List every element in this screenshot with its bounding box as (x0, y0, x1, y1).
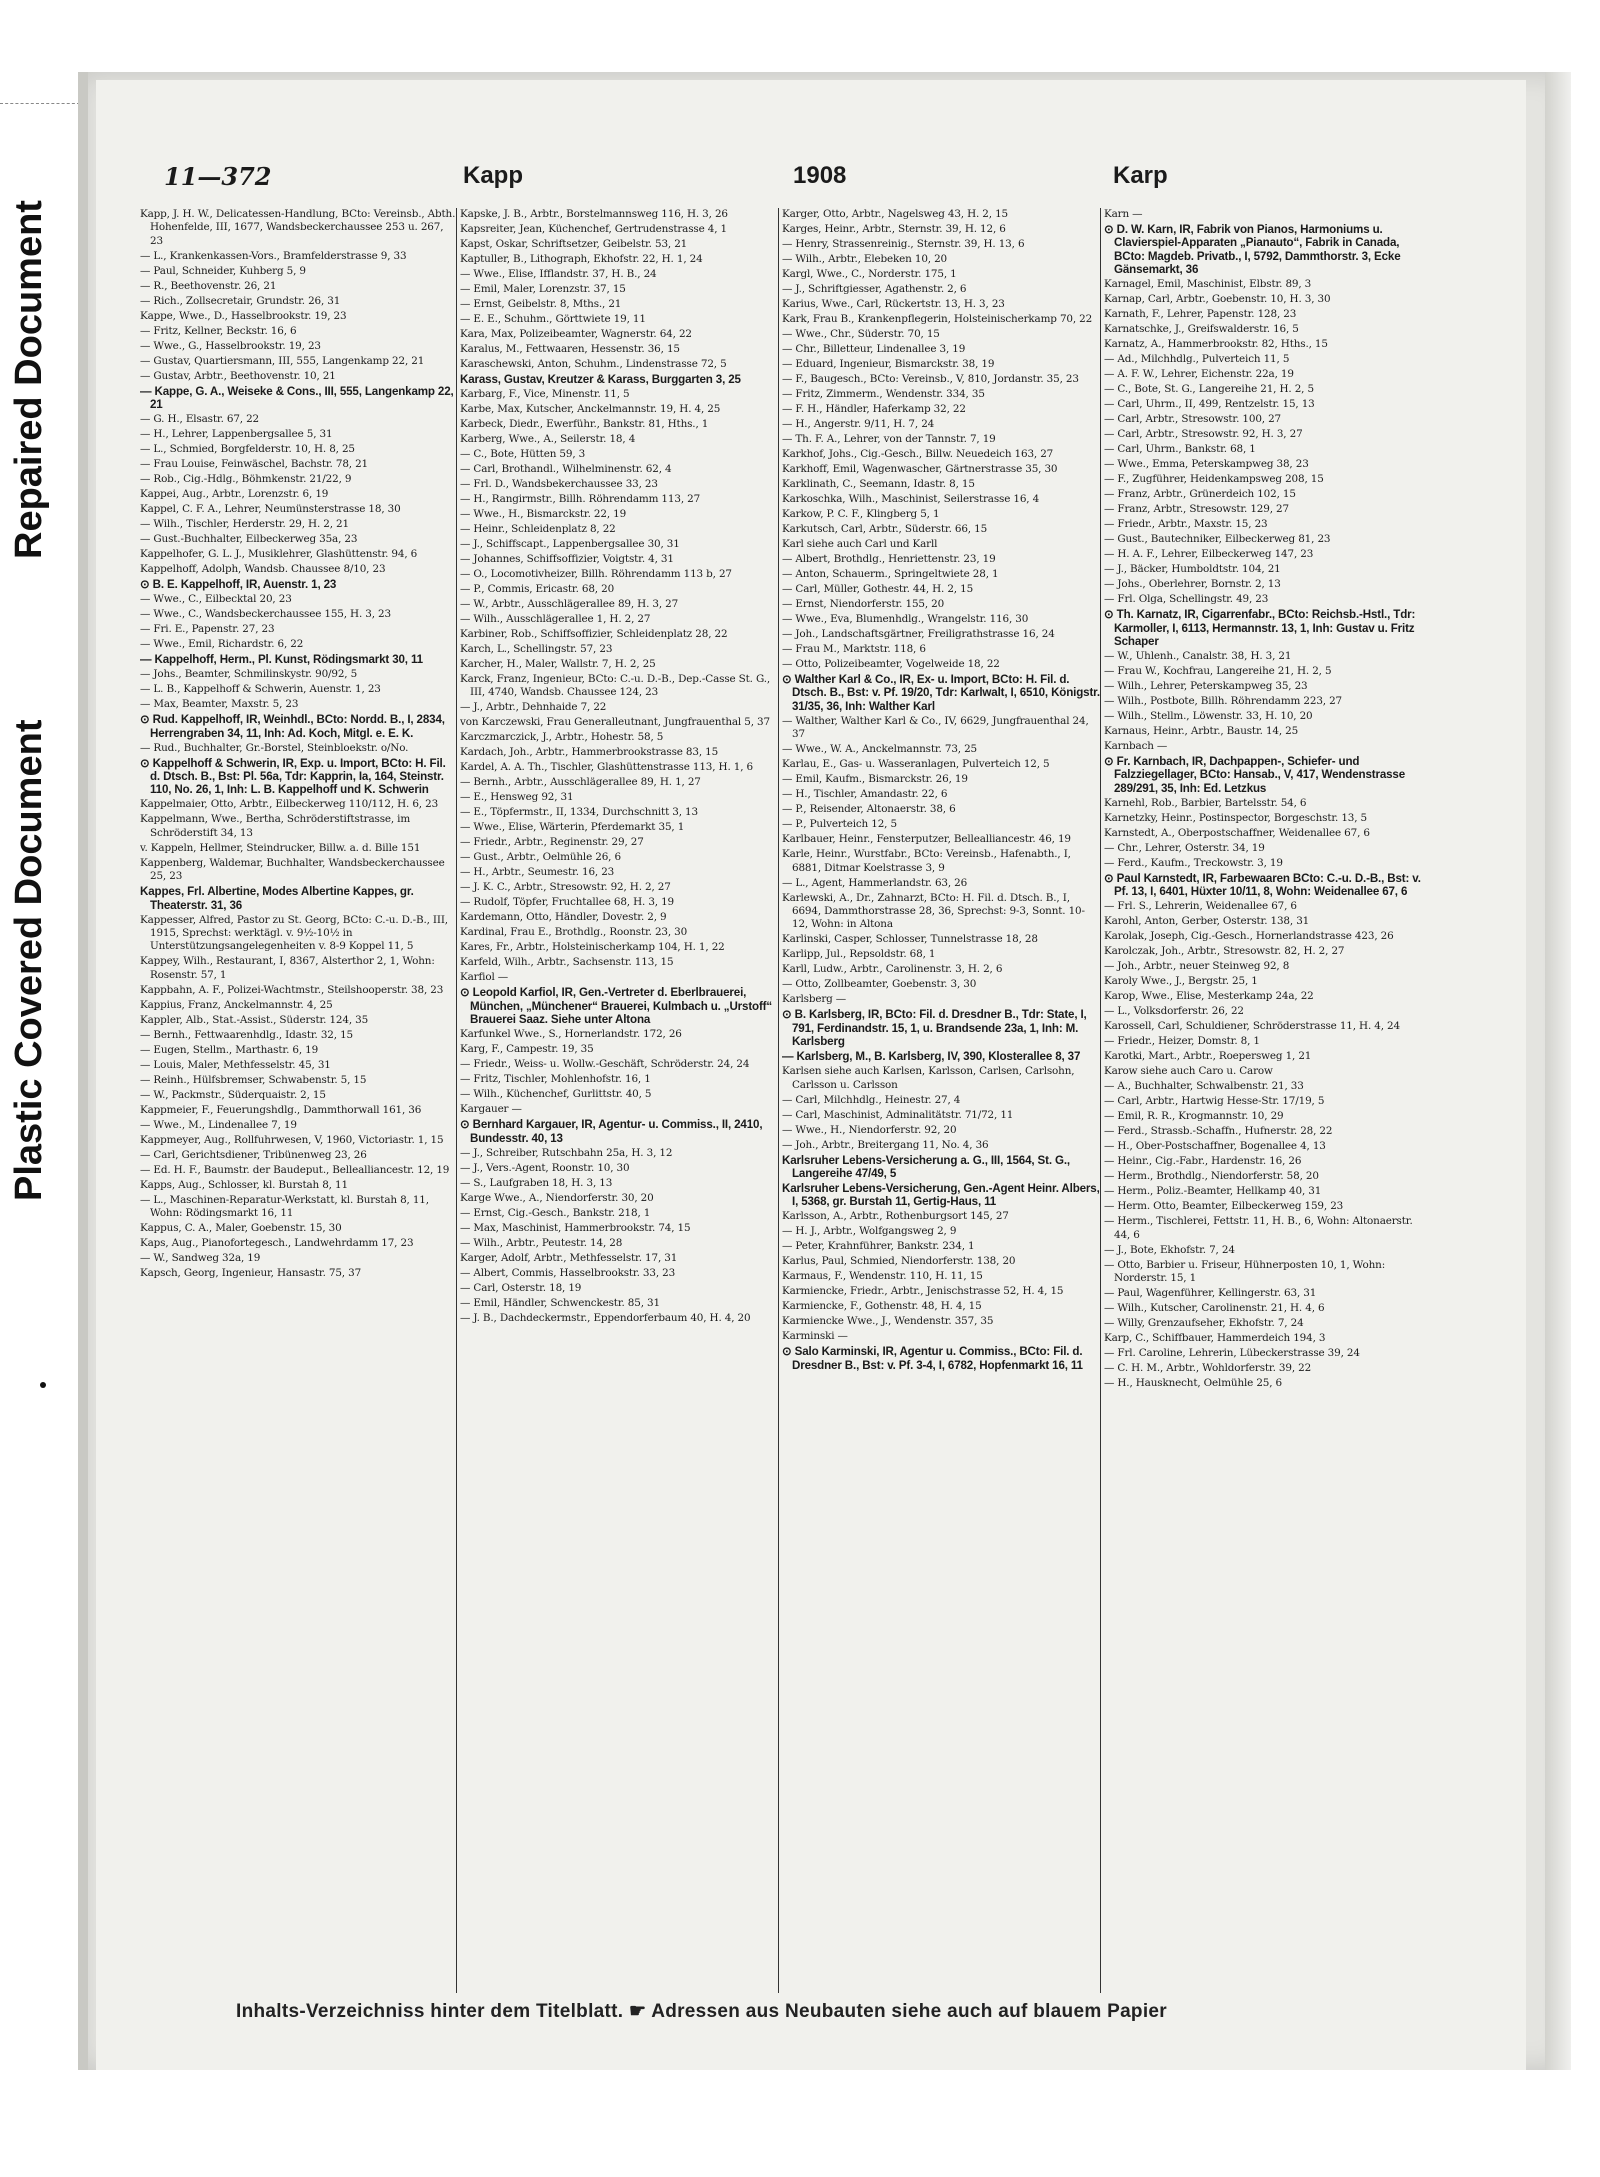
directory-entry: Kark, Frau B., Krankenpflegerin, Holsteinischerkamp 70, 22 (782, 313, 1093, 325)
directory-entry: — Franz, Arbtr., Stresowstr. 129, 27 (1104, 503, 1289, 516)
directory-entry: Karle, Heinr., Wurstfabr., BCto: Vereinsb., Hafenabth., I, 6881, Ditmar Koelstrasse 3, 9 (782, 848, 1071, 874)
directory-entry: Kappenberg, Waldemar, Buchhalter, Wandsbeckerchaussee 25, 23 (140, 856, 445, 883)
directory-entry: Karow siehe auch Caro u. Carow (1104, 1065, 1273, 1078)
directory-entry: Karossell, Carl, Schuldiener, Schröderstrasse 11, H. 4, 24 (1104, 1020, 1400, 1033)
directory-entry: — Eugen, Stellm., Marthastr. 6, 19 (140, 1043, 319, 1056)
footer-text (236, 2000, 1167, 2023)
dashed-margin-line (0, 103, 80, 104)
directory-entry: Kappe, Wwe., D., Hasselbrookstr. 19, 23 (140, 309, 347, 322)
directory-entry: — Fritz, Tischler, Mohlenhofstr. 16, 1 (460, 1073, 651, 1086)
directory-entry: — Eduard, Ingenieur, Bismarckstr. 38, 19 (782, 358, 995, 370)
directory-entry: — H., Hausknecht, Oelmühle 25, 6 (1104, 1377, 1283, 1390)
directory-entry: — S., Laufgraben 18, H. 3, 13 (460, 1176, 613, 1189)
directory-entry: Kardemann, Otto, Händler, Dovestr. 2, 9 (460, 911, 667, 924)
directory-entry: — W., Uhlenh., Canalstr. 38, H. 3, 21 (1104, 650, 1292, 663)
directory-column-4 (1104, 208, 1422, 1993)
directory-entry: Kardel, A. A. Th., Tischler, Glashüttenstrasse 113, H. 1, 6 (460, 761, 754, 774)
directory-entry: ⊙ B. Karlsberg, IR, BCto: Fil. d. Dresdner B., Tdr: State, I, 791, Ferdinandstr. 15, 1, u. Brandsende 23a, 1, Inh: M. Karlsberg (782, 1008, 1087, 1049)
directory-entry: — Johs., Oberlehrer, Bornstr. 2, 13 (1104, 578, 1281, 591)
directory-entry: Karohl, Anton, Gerber, Osterstr. 138, 31 (1104, 915, 1310, 928)
directory-entry: Karmaus, F., Wendenstr. 110, H. 11, 15 (782, 1270, 983, 1283)
directory-entry: — J., Arbtr., Dehnhaide 7, 22 (460, 701, 607, 714)
directory-entry: — Paul, Wagenführer, Kellingerstr. 63, 31 (1104, 1287, 1317, 1300)
directory-entry: Kappelhoff, Adolph, Wandsb. Chaussee 8/10, 23 (140, 563, 386, 576)
directory-entry: — Bernh., Fettwaarenhdlg., Idastr. 32, 15 (140, 1028, 353, 1041)
directory-entry: — Anton, Schauerm., Springeltwiete 28, 1 (782, 568, 999, 580)
directory-entry: — Carl, Brothandl., Wilhelminenstr. 62, 4 (460, 463, 672, 475)
directory-entry: Kappes, Frl. Albertine, Modes Albertine Kappes, gr. Theaterstr. 31, 36 (140, 885, 414, 912)
header-year: 1908 (793, 162, 847, 189)
directory-entry: — Emil, Kaufm., Bismarckstr. 26, 19 (782, 773, 968, 786)
directory-entry: Karfunkel Wwe., S., Hornerlandstr. 172, 26 (460, 1028, 682, 1041)
directory-entry: — Carl, Arbtr., Stresowstr. 100, 27 (1104, 413, 1282, 426)
directory-entry: Karll, Ludw., Arbtr., Carolinenstr. 3, H. 2, 6 (782, 963, 1003, 976)
directory-entry: — Wwe., C., Wandsbeckerchaussee 155, H. 3, 23 (140, 608, 391, 621)
directory-entry: — Herm., Poliz.-Beamter, Hellkamp 40, 31 (1104, 1185, 1322, 1198)
directory-entry: — Wwe., H., Niendorferstr. 92, 20 (782, 1123, 957, 1136)
directory-entry: Karalus, M., Fettwaaren, Hessenstr. 36, 15 (460, 343, 680, 355)
directory-entry: Karolczak, Joh., Arbtr., Stresowstr. 82, H. 2, 27 (1104, 945, 1345, 958)
directory-entry: — H. A. F., Lehrer, Eilbeckerweg 147, 23 (1104, 548, 1314, 561)
directory-entry: — Ernst, Geibelstr. 8, Mths., 21 (460, 298, 622, 310)
directory-column-3 (782, 208, 1100, 1993)
directory-entry: Karnaus, Heinr., Arbtr., Baustr. 14, 25 (1104, 725, 1299, 738)
directory-entry: Kardinal, Frau E., Brothdlg., Roonstr. 23, 30 (460, 926, 688, 939)
directory-entry: — Paul, Schneider, Kuhberg 5, 9 (140, 264, 306, 277)
directory-column-1 (140, 208, 458, 1993)
directory-entry: — Willy, Grenzaufseher, Ekhofstr. 7, 24 (1104, 1317, 1304, 1330)
directory-entry: Karass, Gustav, Kreutzer & Karass, Burggarten 3, 25 (460, 373, 741, 386)
directory-entry: — Wilh., Kutscher, Carolinenstr. 21, H. 4, 6 (1104, 1302, 1325, 1315)
directory-entry: — Wwe., Chr., Süderstr. 70, 15 (782, 328, 940, 340)
directory-entry: Karlewski, A., Dr., Zahnarzt, BCto: H. Fil. d. Dtsch. B., I, 6694, Dammthorstrasse 28, 36, Sprechst: 9-3, Sonnt. 10-12, Wohn: in Altona (782, 891, 1085, 931)
directory-entry: Karbeck, Diedr., Ewerführ., Bankstr. 81, Hths., 1 (460, 418, 709, 430)
directory-entry: — Ernst, Niendorferstr. 155, 20 (782, 598, 945, 610)
directory-entry: Karkutsch, Carl, Arbtr., Süderstr. 66, 15 (782, 523, 988, 535)
directory-entry: — Emil, Maler, Lorenzstr. 37, 15 (460, 283, 626, 295)
directory-entry: — Frl. D., Wandsbekerchaussee 33, 23 (460, 478, 658, 490)
directory-entry: — Otto, Barbier u. Friseur, Hühnerposten 10, 1, Wohn: Norderstr. 15, 1 (1104, 1258, 1386, 1285)
directory-entry: Karl siehe auch Carl und Karll (782, 538, 938, 550)
directory-entry: — L., Krankenkassen-Vors., Bramfelderstrasse 9, 33 (140, 249, 407, 262)
directory-entry: — W., Arbtr., Ausschlägerallee 89, H. 3, 27 (460, 598, 679, 610)
directory-entry: Karlsen siehe auch Karlsen, Karlsson, Carlsen, Carlsohn, Carlsson u. Carlsson (782, 1065, 1075, 1091)
directory-entry: — F., Zugführer, Heidenkampsweg 208, 15 (1104, 473, 1324, 486)
directory-entry: — E., Hensweg 92, 31 (460, 791, 574, 804)
directory-entry: ⊙ Rud. Kappelhoff, IR, Weinhdl., BCto: Nordd. B., I, 2834, Herrengraben 34, 11, Inh: Ad. Koch, Mitgl. e. E. K. (140, 713, 445, 740)
page-header (140, 162, 1430, 202)
directory-entry: Karck, Franz, Ingenieur, BCto: C.-u. D.-B., Dep.-Casse St. G., III, 4740, Wandsb. Chaussee 124, 23 (460, 673, 771, 699)
directory-entry: — Carl, Müller, Gothestr. 44, H. 2, 15 (782, 583, 974, 595)
directory-entry: — H., Lehrer, Lappenbergsallee 5, 31 (140, 428, 333, 441)
directory-entry: — Frl. S., Lehrerin, Weidenallee 67, 6 (1104, 900, 1297, 913)
directory-entry: — W., Packmstr., Süderquaistr. 2, 15 (140, 1088, 326, 1101)
directory-entry: — Wwe., H., Bismarckstr. 22, 19 (460, 508, 627, 520)
pointing-hand-icon: ☛ (628, 2001, 647, 2022)
directory-entry: — E., Töpfermstr., II, 1334, Durchschnitt 3, 13 (460, 806, 698, 819)
directory-entry: — J. B., Dachdeckermstr., Eppendorferbaum 40, H. 4, 20 (460, 1311, 751, 1324)
directory-entry: — Fritz, Zimmerm., Wendenstr. 334, 35 (782, 388, 985, 400)
directory-entry: Karlsson, A., Arbtr., Rothenburgsort 145, 27 (782, 1210, 1009, 1223)
directory-entry: v. Kappeln, Hellmer, Steindrucker, Billw. a. d. Bille 151 (140, 841, 421, 854)
footer-new-buildings-note: Adressen aus Neubauten siehe auch auf blauem Papier (651, 2001, 1167, 2022)
directory-entry: Karkow, P. C. F., Klingberg 5, 1 (782, 508, 940, 520)
directory-entry: Karbarg, F., Vice, Minenstr. 11, 5 (460, 388, 630, 400)
directory-entry: — Ed. H. F., Baumstr. der Baudeput., Bellealliancestr. 12, 19 (140, 1163, 450, 1176)
directory-entry: — Herm. Otto, Beamter, Eilbeckerweg 159, 23 (1104, 1200, 1344, 1213)
directory-column-2 (460, 208, 778, 1993)
directory-entry: Karlsruher Lebens-Versicherung, Gen.-Agent Heinr. Albers, I, 5368, gr. Burstah 11, Gertig-Haus, 11 (782, 1182, 1100, 1209)
directory-entry: Kappel, C. F. A., Lehrer, Neumünsterstrasse 18, 30 (140, 503, 401, 516)
margin-dot (40, 1382, 46, 1388)
directory-entry: — Walther, Walther Karl & Co., IV, 6629, Jungfrauenthal 24, 37 (782, 714, 1089, 741)
directory-entry: — Joh., Arbtr., Breitergang 11, No. 4, 36 (782, 1138, 989, 1151)
directory-entry: ⊙ B. E. Kappelhoff, IR, Auenstr. 1, 23 (140, 578, 337, 592)
directory-entry: Karkhof, Johs., Cig.-Gesch., Billw. Neuedeich 163, 27 (782, 448, 1054, 460)
directory-entry: Kappei, Aug., Arbtr., Lorenzstr. 6, 19 (140, 488, 329, 501)
directory-entry: ⊙ Th. Karnatz, IR, Cigarrenfabr., BCto: Reichsb.-Hstl., Tdr: Karmoller, I, 6113, Hermannstr. 13, 1, Inh: Gustav u. Fritz Schaper (1104, 608, 1416, 649)
directory-entry: Kappesser, Alfred, Pastor zu St. Georg, BCto: C.-u. D.-B., III, 1915, Sprechst: werktägl. v. 9½-10½ in Unterstützungsangelegenheiten v. 8-9 Koppel 11, 5 (140, 913, 448, 953)
directory-entry: — J., Schriftgiesser, Agathenstr. 2, 6 (782, 283, 967, 295)
directory-entry: — C., Bote, St. G., Langereihe 21, H. 2, 5 (1104, 383, 1314, 396)
directory-entry: — Frau M., Marktstr. 118, 6 (782, 643, 926, 655)
directory-entry: — Frau W., Kochfrau, Langereihe 21, H. 2, 5 (1104, 665, 1332, 678)
directory-entry: Karnstedt, A., Oberpostschaffner, Weidenallee 67, 6 (1104, 826, 1370, 839)
directory-entry: — Carl, Uhrm., Bankstr. 68, 1 (1104, 443, 1256, 456)
directory-entry: — L., Maschinen-Reparatur-Werkstatt, kl. Burstah 8, 11, Wohn: Rödingsmarkt 16, 11 (140, 1193, 429, 1220)
directory-entry: — Rudolf, Töpfer, Fruchtallee 68, H. 3, 19 (460, 896, 675, 909)
directory-entry: — Wwe., Emma, Peterskampweg 38, 23 (1104, 458, 1309, 471)
column-rule (778, 208, 779, 1993)
directory-entry: Kara, Max, Polizeibeamter, Wagnerstr. 64, 22 (460, 328, 692, 340)
directory-entry: Kapps, Aug., Schlosser, kl. Burstah 8, 11 (140, 1178, 348, 1191)
directory-entry: — Wwe., G., Hasselbrookstr. 19, 23 (140, 339, 321, 352)
directory-entry: Karnbach — (1104, 740, 1168, 753)
directory-entry: Kapst, Oskar, Schriftsetzer, Geibelstr. 53, 21 (460, 238, 688, 250)
directory-entry: — Bernh., Arbtr., Ausschlägerallee 89, H. 1, 27 (460, 776, 701, 789)
directory-entry: — Wwe., Eva, Blumenhdlg., Wrangelstr. 116, 30 (782, 613, 1029, 625)
directory-entry: ⊙ Walther Karl & Co., IR, Ex- u. Import, BCto: H. Fil. d. Dtsch. B., Bst: v. Pf. 19/20, Tdr: Karlwalt, I, 6510, Königstr. 31/35, 36, Inh: Walther Karl (782, 673, 1100, 713)
directory-entry: — Carl, Maschinist, Adminalitätstr. 71/72, 11 (782, 1108, 1014, 1121)
directory-entry: — L., Volksdorferstr. 26, 22 (1104, 1005, 1244, 1018)
directory-entry: ⊙ Kappelhoff & Schwerin, IR, Exp. u. Import, BCto: H. Fil. d. Dtsch. B., Bst: Pl. 56a, Tdr: Kapprin, Ia, 164, Steinstr. 110, No. 26, 1, Inh: L. B. Kappelhoff und K. Schwerin (140, 756, 446, 797)
directory-entry: Karberg, Wwe., A., Seilerstr. 18, 4 (460, 433, 636, 445)
directory-entry: — Otto, Polizeibeamter, Vogelweide 18, 22 (782, 658, 1000, 670)
directory-entry: Kappler, Alb., Stat.-Assist., Süderstr. 124, 35 (140, 1013, 369, 1026)
directory-entry: Karmiencke, F., Gothenstr. 48, H. 4, 15 (782, 1300, 982, 1313)
footer-index-note: Inhalts-Verzeichniss hinter dem Titelblatt. (236, 2001, 624, 2022)
directory-entry: — H., Rangirmstr., Billh. Röhrendamm 113, 27 (460, 493, 701, 505)
directory-entry: — Kappelhoff, Herm., Pl. Kunst, Rödingsmarkt 30, 11 (140, 653, 423, 667)
directory-entry: — J., Schiffscapt., Lappenbergsallee 30, 31 (460, 538, 680, 550)
directory-entry: — G. H., Elsastr. 67, 22 (140, 413, 260, 426)
directory-entry: ⊙ Salo Karminski, IR, Agentur u. Commiss., BCto: Fil. d. Dresdner B., Bst: v. Pf. 3-4, I, 6782, Hopfenmarkt 16, 11 (782, 1345, 1083, 1372)
directory-entry: — Emil, R. R., Krogmannstr. 10, 29 (1104, 1110, 1284, 1123)
directory-entry: — Karlsberg, M., B. Karlsberg, IV, 390, Klosterallee 8, 37 (782, 1050, 1081, 1064)
directory-entry: — Ernst, Cig.-Gesch., Bankstr. 218, 1 (460, 1206, 651, 1219)
directory-entry: — Albert, Commis, Hasselbrookstr. 33, 23 (460, 1266, 676, 1279)
directory-entry: Karklinath, C., Seemann, Idastr. 8, 15 (782, 478, 975, 490)
header-first-word: Kapp (463, 162, 523, 189)
header-last-word: Karp (1113, 162, 1168, 189)
directory-entry: — L., Agent, Hammerlandstr. 63, 26 (782, 876, 968, 889)
directory-entry: Karbiner, Rob., Schiffsoffizier, Schleidenplatz 28, 22 (460, 628, 728, 640)
directory-entry: Karges, Heinr., Arbtr., Sternstr. 39, H. 12, 6 (782, 223, 1006, 235)
directory-entry: — Chr., Lehrer, Osterstr. 34, 19 (1104, 841, 1265, 854)
directory-entry: — Wilh., Küchenchef, Gurlittstr. 40, 5 (460, 1088, 652, 1101)
directory-entry: — Friedr., Arbtr., Reginenstr. 29, 27 (460, 836, 644, 849)
directory-entry: — Max, Beamter, Maxstr. 5, 23 (140, 698, 299, 711)
directory-page (96, 80, 1526, 2070)
directory-entry: — Friedr., Heizer, Domstr. 8, 1 (1104, 1035, 1260, 1048)
directory-entry: Karlbauer, Heinr., Fensterputzer, Bellealliancestr. 46, 19 (782, 833, 1071, 846)
directory-entry: Karmiencke Wwe., J., Wendenstr. 357, 35 (782, 1315, 994, 1328)
directory-entry: — Frl. Olga, Schellingstr. 49, 23 (1104, 593, 1269, 606)
directory-entry: — H. J., Arbtr., Wolfgangsweg 2, 9 (782, 1225, 957, 1238)
directory-entry: — Carl, Osterstr. 18, 19 (460, 1281, 582, 1294)
directory-entry: — Herm., Tischlerei, Fettstr. 11, H. B., 6, Wohn: Altonaerstr. 44, 6 (1104, 1215, 1413, 1241)
directory-entry: — Wilh., Stellm., Löwenstr. 33, H. 10, 20 (1104, 710, 1313, 723)
directory-entry: — Wilh., Ausschlägerallee 1, H. 2, 27 (460, 613, 651, 625)
directory-entry: — Fritz, Kellner, Beckstr. 16, 6 (140, 324, 297, 337)
directory-entry: Karg, F., Campestr. 19, 35 (460, 1043, 594, 1056)
directory-entry: Kappelhofer, G. L. J., Musiklehrer, Glashüttenstr. 94, 6 (140, 548, 418, 561)
directory-entry: Kappus, C. A., Maler, Goebenstr. 15, 30 (140, 1222, 342, 1235)
directory-entry: — Frau Louise, Feinwäschel, Bachstr. 78, 21 (140, 458, 369, 471)
directory-entry: Karch, L., Schellingstr. 57, 23 (460, 643, 613, 655)
directory-entry: — Wwe., C., Eilbecktal 20, 23 (140, 593, 292, 606)
directory-entry: — Gust.-Buchhalter, Eilbeckerweg 35a, 23 (140, 533, 358, 546)
directory-entry: Karp, C., Schiffbauer, Hammerdeich 194, 3 (1104, 1332, 1326, 1345)
directory-entry: — Gustav, Quartiersmann, III, 555, Langenkamp 22, 21 (140, 354, 425, 367)
directory-entry: — Carl, Uhrm., II, 499, Rentzelstr. 15, 13 (1104, 398, 1315, 411)
page-footer (176, 2000, 1476, 2030)
directory-entry: — Ferd., Kaufm., Treckowstr. 3, 19 (1104, 856, 1283, 869)
directory-entry: — Gust., Arbtr., Oelmühle 26, 6 (460, 851, 621, 864)
directory-entry: Karaschewski, Anton, Schuhm., Lindenstrasse 72, 5 (460, 358, 727, 370)
directory-entry: Karmiencke, Friedr., Arbtr., Jenischstrasse 52, H. 4, 15 (782, 1285, 1064, 1298)
directory-entry: — L. B., Kappelhoff & Schwerin, Auenstr. 1, 23 (140, 683, 381, 696)
directory-entry: Karczmarczick, J., Arbtr., Hohestr. 58, 5 (460, 731, 664, 744)
directory-entry: — C., Bote, Hütten 59, 3 (460, 448, 586, 460)
page-number: 11—372 (164, 162, 272, 191)
directory-entry: — J., Schreiber, Rutschbahn 25a, H. 3, 12 (460, 1146, 673, 1159)
directory-entry: Karminski — (782, 1330, 848, 1343)
directory-entry: — Friedr., Weiss- u. Wollw.-Geschäft, Schröderstr. 24, 24 (460, 1058, 750, 1071)
directory-entry: Karnagel, Emil, Maschinist, Elbstr. 89, 3 (1104, 278, 1312, 291)
directory-entry: ⊙ Fr. Karnbach, IR, Dachpappen-, Schiefer- und Falzziegellager, BCto: Hansab., V, 417, Wendenstrasse 289/291, 35, Inh: Ed. Letzkus (1104, 755, 1406, 795)
directory-entry: Karnatz, A., Hammerbrookstr. 82, Hths., 15 (1104, 338, 1328, 351)
directory-entry: Kargauer — (460, 1103, 522, 1116)
directory-entry: Karlsberg — (782, 993, 847, 1006)
directory-entry: Karkoschka, Wilh., Maschinist, Seilerstrasse 16, 4 (782, 493, 1040, 505)
directory-entry: — Wilh., Postbote, Billh. Röhrendamm 223, 27 (1104, 695, 1343, 708)
directory-entry: Karlsruher Lebens-Versicherung a. G., III, 1564, St. G., Langereihe 47/49, 5 (782, 1153, 1070, 1181)
directory-entry: — Carl, Milchhdlg., Heinestr. 27, 4 (782, 1093, 961, 1106)
directory-entry: — Gustav, Arbtr., Beethovenstr. 10, 21 (140, 369, 336, 382)
sheet-edge (78, 72, 88, 2070)
directory-entry: Kardach, Joh., Arbtr., Hammerbrookstrasse 83, 15 (460, 746, 719, 759)
directory-entry: — Wilh., Arbtr., Elebeken 10, 20 (782, 253, 948, 265)
directory-entry: — Wilh., Arbtr., Peutestr. 14, 28 (460, 1236, 623, 1249)
directory-entry: Karius, Wwe., Carl, Rückertstr. 13, H. 3, 23 (782, 298, 1005, 310)
directory-entry: Kappbahn, A. F., Polizei-Wachtmstr., Steilshooperstr. 38, 23 (140, 983, 444, 996)
directory-entry: ⊙ Bernhard Kargauer, IR, Agentur- u. Commiss., II, 2410, Bundesstr. 40, 13 (460, 1118, 763, 1145)
directory-entry: Karlau, E., Gas- u. Wasseranlagen, Pulverteich 12, 5 (782, 758, 1050, 771)
directory-entry: — Heinr., Schleidenplatz 8, 22 (460, 523, 616, 535)
directory-entry: Kapske, J. B., Arbtr., Borstelmannsweg 116, H. 3, 26 (460, 208, 728, 220)
directory-entry: Kappey, Wilh., Restaurant, I, 8367, Alsterthor 2, 1, Wohn: Rosenstr. 57, 1 (140, 955, 435, 981)
directory-entry: Karcher, H., Maler, Wallstr. 7, H. 2, 25 (460, 658, 656, 670)
sheet-fold (1545, 72, 1571, 2070)
directory-entry: — Chr., Billetteur, Lindenallee 3, 19 (782, 343, 966, 355)
directory-entry: — Joh., Landschaftsgärtner, Freiligrathstrasse 16, 24 (782, 628, 1055, 640)
directory-entry: — Wwe., Elise, Ifflandstr. 37, H. B., 24 (460, 268, 657, 280)
directory-entry: — L., Schmied, Borgfelderstr. 10, H. 8, 25 (140, 443, 355, 456)
directory-entry: Karnap, Carl, Arbtr., Goebenstr. 10, H. 3, 30 (1104, 293, 1331, 306)
directory-entry: Kappmeyer, Aug., Rollfuhrwesen, V, 1960, Victoriastr. 1, 15 (140, 1133, 444, 1146)
directory-entry: Karotki, Mart., Arbtr., Roepersweg 1, 21 (1104, 1050, 1312, 1063)
directory-entry: — Frl. Caroline, Lehrerin, Lübeckerstrasse 39, 24 (1104, 1347, 1360, 1360)
directory-entry: Karolak, Joseph, Cig.-Gesch., Hornerlandstrasse 423, 26 (1104, 930, 1394, 943)
directory-entry: — H., Ober-Postschaffner, Bogenallee 4, 13 (1104, 1140, 1326, 1153)
directory-entry: Karbe, Max, Kutscher, Anckelmannstr. 19, H. 4, 25 (460, 403, 721, 415)
directory-entry: Karkhoff, Emil, Wagenwascher, Gärtnerstrasse 35, 30 (782, 463, 1058, 475)
directory-entry: ⊙ Leopold Karfiol, IR, Gen.-Vertreter d. Eberlbrauerei, München, „Münchener“ Brauerei, Kulmbach u. „Urstoff“ Brauerei Saaz. Siehe unter Altona (460, 986, 773, 1027)
directory-entry: — Rich., Zollsecretair, Grundstr. 26, 31 (140, 294, 341, 307)
directory-entry: — Wwe., Elise, Wärterin, Pferdemarkt 35, 1 (460, 821, 685, 834)
directory-entry: — O., Locomotivheizer, Billh. Röhrendamm 113 b, 27 (460, 568, 732, 580)
directory-entry: — H., Angerstr. 9/11, H. 7, 24 (782, 418, 935, 430)
directory-entry: — Albert, Brothdlg., Henriettenstr. 23, 19 (782, 553, 996, 565)
directory-entry: — F. H., Händler, Haferkamp 32, 22 (782, 403, 966, 415)
directory-entry: — Louis, Maler, Methfesselstr. 45, 31 (140, 1058, 331, 1071)
directory-entry: Karfeld, Wilh., Arbtr., Sachsenstr. 113, 15 (460, 956, 674, 969)
directory-entry: Kappmeier, F., Feuerungshdlg., Dammthorwall 161, 36 (140, 1103, 422, 1116)
directory-entry: Kaptuller, B., Lithograph, Ekhofstr. 22, H. 1, 24 (460, 253, 703, 265)
directory-entry: — J., Vers.-Agent, Roonstr. 10, 30 (460, 1161, 630, 1174)
directory-entry: — J., Bote, Ekhofstr. 7, 24 (1104, 1243, 1235, 1256)
directory-entry: — Carl, Gerichtsdiener, Tribünenweg 23, 26 (140, 1148, 367, 1161)
directory-entry: — Johannes, Schiffsoffizier, Voigtstr. 4, 31 (460, 553, 674, 565)
directory-entry: — Joh., Arbtr., neuer Steinweg 92, 8 (1104, 960, 1290, 973)
directory-entry: Karge Wwe., A., Niendorferstr. 30, 20 (460, 1191, 654, 1204)
directory-entry: Kares, Fr., Arbtr., Holsteinischerkamp 104, H. 1, 22 (460, 941, 725, 954)
directory-entry: Karnetzky, Heinr., Postinspector, Borgeschstr. 13, 5 (1104, 811, 1368, 824)
directory-entry: — Friedr., Arbtr., Maxstr. 15, 23 (1104, 518, 1268, 531)
directory-entry: Karger, Otto, Arbtr., Nagelsweg 43, H. 2, 15 (782, 208, 1008, 220)
directory-entry: — Peter, Krahnführer, Bankstr. 234, 1 (782, 1240, 975, 1253)
directory-entry: — E. E., Schuhm., Görttwiete 19, 11 (460, 313, 646, 325)
directory-entry: — Reinh., Hülfsbremser, Schwabenstr. 5, 15 (140, 1073, 367, 1086)
directory-entry: — P., Pulverteich 12, 5 (782, 818, 897, 831)
directory-entry: — H., Arbtr., Seumestr. 16, 23 (460, 866, 615, 879)
directory-entry: Kappius, Franz, Anckelmannstr. 4, 25 (140, 998, 333, 1011)
directory-entry: — H., Tischler, Amandastr. 22, 6 (782, 788, 948, 801)
directory-entry: Kaps, Aug., Pianofortegesch., Landwehrdamm 17, 23 (140, 1237, 414, 1250)
directory-entry: — Emil, Händler, Schwenckestr. 85, 31 (460, 1296, 660, 1309)
directory-entry: Karlinski, Casper, Schlosser, Tunnelstrasse 18, 28 (782, 933, 1038, 946)
directory-entry: — F., Baugesch., BCto: Vereinsb., V, 810, Jordanstr. 35, 23 (782, 373, 1079, 385)
directory-entry: Karfiol — (460, 971, 509, 984)
directory-entry: — R., Beethovenstr. 26, 21 (140, 279, 277, 292)
directory-entry: — Herm., Brothdlg., Niendorferstr. 58, 20 (1104, 1170, 1319, 1183)
directory-entry: — C. H. M., Arbtr., Wohldorferstr. 39, 22 (1104, 1362, 1312, 1375)
directory-entry: — Rob., Cig.-Hdlg., Böhmkenstr. 21/22, 9 (140, 473, 352, 486)
directory-entry: ⊙ Paul Karnstedt, IR, Farbewaaren BCto: C.-u. D.-B., Bst: v. Pf. 13, I, 6401, Hüxter 10/11, 8, Wohn: Weidenallee 67, 6 (1104, 871, 1421, 899)
directory-entry: Karop, Wwe., Elise, Mesterkamp 24a, 22 (1104, 990, 1314, 1003)
directory-entry: Karger, Adolf, Arbtr., Methfesselstr. 17, 31 (460, 1251, 678, 1264)
directory-entry: — Fri. E., Papenstr. 27, 23 (140, 623, 275, 636)
directory-entry: — A. F. W., Lehrer, Eichenstr. 22a, 19 (1104, 368, 1294, 381)
directory-entry: Kapsch, Georg, Ingenieur, Hansastr. 75, 37 (140, 1267, 362, 1280)
directory-entry: — Johs., Beamter, Schmilinskystr. 90/92, 5 (140, 668, 358, 681)
directory-entry: — Ad., Milchhdlg., Pulverteich 11, 5 (1104, 353, 1290, 366)
directory-entry: — P., Commis, Ericastr. 68, 20 (460, 583, 615, 595)
directory-entry: — Heinr., Cig.-Fabr., Hardenstr. 16, 26 (1104, 1155, 1302, 1168)
directory-entry: — Gust., Bautechniker, Eilbeckerweg 81, 23 (1104, 533, 1331, 546)
directory-entry: — Th. F. A., Lehrer, von der Tannstr. 7, 19 (782, 433, 996, 445)
directory-entry: — J. K. C., Arbtr., Stresowstr. 92, H. 2, 27 (460, 881, 671, 894)
directory-entry: — Carl, Arbtr., Hartwig Hesse-Str. 17/19, 5 (1104, 1095, 1325, 1108)
plastic-covered-document-label: Plastic Covered Document (8, 719, 50, 1201)
directory-entry: Kargl, Wwe., C., Norderstr. 175, 1 (782, 268, 957, 280)
directory-entry: Karnath, F., Lehrer, Papenstr. 128, 23 (1104, 308, 1297, 321)
directory-entry: Kapsreiter, Jean, Küchenchef, Gertrudenstrasse 4, 1 (460, 223, 727, 235)
directory-entry: — W., Sandweg 32a, 19 (140, 1252, 261, 1265)
directory-entry: — Otto, Zollbeamter, Goebenstr. 3, 30 (782, 978, 977, 991)
directory-entry: — Rud., Buchhalter, Gr.-Borstel, Steinbloekstr. o/No. (140, 741, 409, 754)
directory-entry: ⊙ D. W. Karn, IR, Fabrik von Pianos, Harmoniums u. Clavierspiel-Apparaten „Pianauto“, Fabrik in Canada, BCto: Magdeb. Privatb., I, 5792, Dammthorstr. 3, Ecke Gänsemarkt, 36 (1104, 223, 1401, 277)
scanned-sheet (78, 72, 1571, 2070)
directory-entry: Karnatschke, J., Greifswalderstr. 16, 5 (1104, 323, 1299, 336)
directory-entry: — Kappe, G. A., Weiseke & Cons., III, 555, Langenkamp 22, 21 (140, 384, 454, 412)
directory-entry: — P., Reisender, Altonaerstr. 38, 6 (782, 803, 956, 816)
directory-entry: — Wilh., Lehrer, Peterskampweg 35, 23 (1104, 680, 1308, 693)
directory-entry: — Ferd., Strassb.-Schaffn., Hufnerstr. 28, 22 (1104, 1125, 1333, 1138)
directory-entry: Karnehl, Rob., Barbier, Bartelsstr. 54, 6 (1104, 796, 1307, 809)
directory-entry: — A., Buchhalter, Schwalbenstr. 21, 33 (1104, 1080, 1304, 1093)
directory-entry: — Franz, Arbtr., Grünerdeich 102, 15 (1104, 488, 1296, 501)
directory-entry: Karn — (1104, 208, 1143, 220)
directory-entry: Karlipp, Jul., Repsoldstr. 68, 1 (782, 948, 936, 961)
column-rule (1100, 208, 1101, 1993)
directory-entry: Kappelmaier, Otto, Arbtr., Eilbeckerweg 110/112, H. 6, 23 (140, 798, 439, 811)
directory-entry: Karoly Wwe., J., Bergstr. 25, 1 (1104, 975, 1258, 988)
directory-entry: — Carl, Arbtr., Stresowstr. 92, H. 3, 27 (1104, 428, 1303, 441)
directory-entry: — Henry, Strassenreinig., Sternstr. 39, H. 13, 6 (782, 238, 1025, 250)
directory-entry: — Wilh., Tischler, Herderstr. 29, H. 2, 21 (140, 518, 349, 531)
directory-entry: Kapp, J. H. W., Delicatessen-Handlung, BCto: Vereinsb., Abth. Hohenfelde, III, 1677, Wandsbeckerchaussee 253 u. 267, 23 (140, 208, 456, 247)
directory-entry: Kappelmann, Wwe., Bertha, Schröderstiftstrasse, im Schröderstift 34, 13 (140, 813, 411, 839)
directory-entry: — Wwe., M., Lindenallee 7, 19 (140, 1118, 297, 1131)
directory-entry: Karlus, Paul, Schmied, Niendorferstr. 138, 20 (782, 1255, 1016, 1268)
directory-entry: — Wwe., Emil, Richardstr. 6, 22 (140, 638, 304, 651)
directory-entry: — Wwe., W. A., Anckelmannstr. 73, 25 (782, 743, 978, 756)
column-rule (456, 208, 457, 1993)
repaired-document-label: Repaired Document (8, 200, 50, 560)
directory-entry: — J., Bäcker, Humboldtstr. 104, 21 (1104, 563, 1281, 576)
directory-entry: von Karczewski, Frau Generalleutnant, Jungfrauenthal 5, 37 (460, 716, 770, 729)
directory-entry: — Max, Maschinist, Hammerbrookstr. 74, 15 (460, 1221, 691, 1234)
